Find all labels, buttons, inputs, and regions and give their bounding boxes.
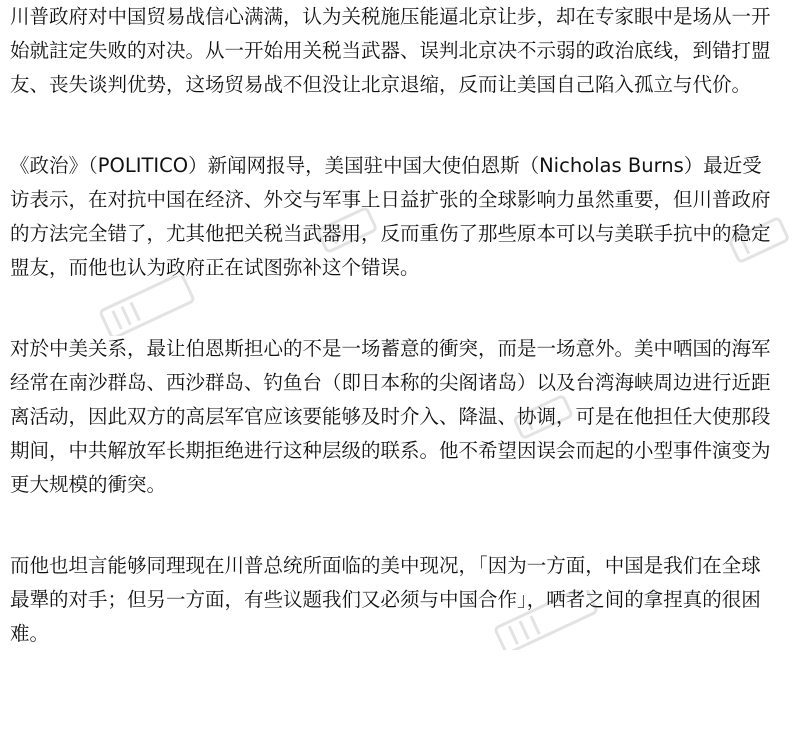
paragraph-gap xyxy=(10,285,794,332)
paragraph-gap xyxy=(10,502,794,549)
paragraph-line: 离活动，因此双方的高层军官应该要能够及时介入、降温、协调，可是在他担任大使那段 xyxy=(10,405,771,428)
paragraph-1 xyxy=(10,0,794,102)
paragraph-line: 期间，中共解放军长期拒绝进行这种层级的联系。他不希望因误会而起的小型事件演变为 xyxy=(10,439,771,462)
paragraph-line: 访表示，在对抗中国在经济、外交与军事上日益扩张的全球影响力虽然重要，但川普政府 xyxy=(10,188,771,211)
paragraph-line: 盟友，而他也认为政府正在试图弥补这个错误。 xyxy=(10,256,420,279)
paragraph-line: 更大规模的衝突。 xyxy=(10,473,167,496)
paragraph-gap xyxy=(10,102,794,149)
paragraph-4 xyxy=(10,549,794,651)
paragraph-line: 《政治》（POLITICO）新闻网报导，美国驻中国大使伯恩斯（Nicholas Burns）最近受 xyxy=(10,154,762,177)
paragraph-3 xyxy=(10,332,794,502)
article-body xyxy=(10,0,794,651)
paragraph-line: 始就註定失败的对决。从一开始用关税当武器、误判北京决不示弱的政治底线，到错打盟 xyxy=(10,39,771,62)
paragraph-line: 而他也坦言能够同理现在川普总统所面临的美中现况，「因为一方面，中国是我们在全球 xyxy=(10,554,761,577)
paragraph-line: 川普政府对中国贸易战信心满满，认为关税施压能逼北京让步，却在专家眼中是场从一开 xyxy=(10,5,771,28)
paragraph-line: 对於中美关系，最让伯恩斯担心的不是一场蓄意的衝突，而是一场意外。美中哂国的海军 xyxy=(10,337,771,360)
paragraph-2 xyxy=(10,149,794,285)
paragraph-line: 友、丧失谈判优势，这场贸易战不但没让北京退缩，反而让美国自己陷入孤立与代价。 xyxy=(10,73,752,96)
paragraph-line: 难。 xyxy=(10,622,50,645)
paragraph-line: 最犟的对手；但另一方面，有些议题我们又必须与中国合作」，哂者之间的拿捏真的很困 xyxy=(10,588,761,611)
paragraph-line: 经常在南沙群岛、西沙群岛、钓鱼台（即日本称的尖阁诸岛）以及台湾海峡周边进行近距 xyxy=(10,371,771,394)
paragraph-line: 的方法完全错了，尤其他把关税当武器用，反而重伤了那些原本可以与美联手抗中的稳定 xyxy=(10,222,771,245)
